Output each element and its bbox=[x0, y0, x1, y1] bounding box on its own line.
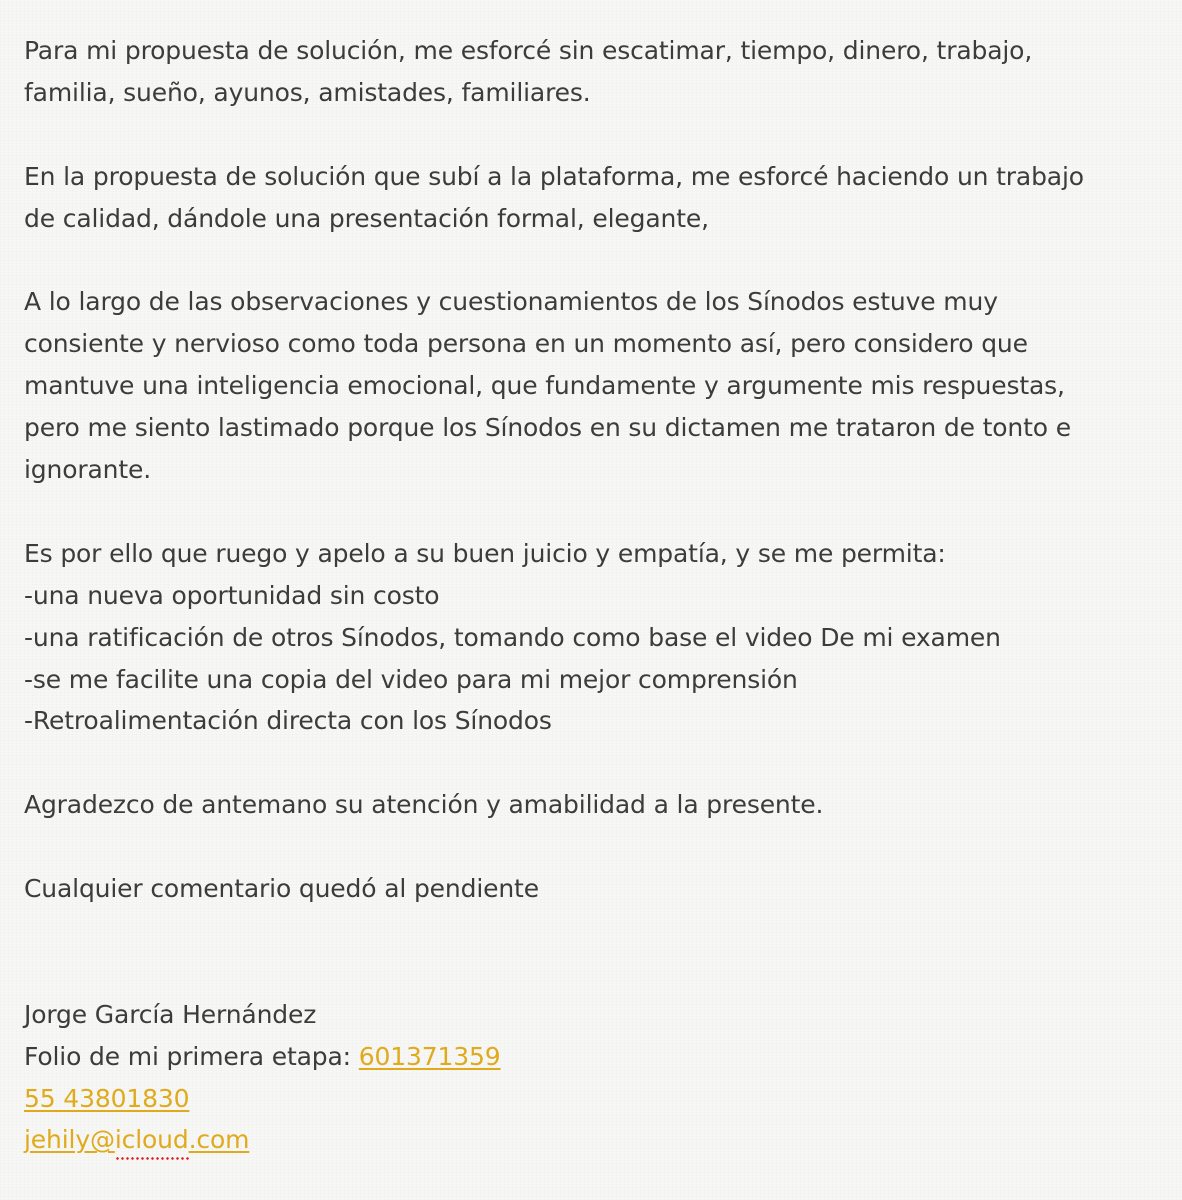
blank-line bbox=[24, 952, 1174, 994]
blank-line bbox=[24, 491, 1174, 533]
text-line: de calidad, dándole una presentación formal, elegante, bbox=[24, 203, 709, 233]
text-line: consiente y nervioso como toda persona en un momento así, pero considero que bbox=[24, 329, 1028, 359]
text-line: pero me siento lastimado porque los Sínodos en su dictamen me trataron de tonto e bbox=[24, 413, 1071, 443]
email-domain-misspelled: icloud bbox=[115, 1119, 189, 1161]
email-line bbox=[24, 1119, 1174, 1161]
request-intro: Es por ello que ruego y apelo a su buen juicio y empatía, y se me permita: bbox=[24, 538, 946, 568]
text-line: Agradezco de antemano su atención y amabilidad a la presente. bbox=[24, 790, 824, 820]
blank-line bbox=[24, 826, 1174, 868]
paragraph-requests bbox=[24, 533, 1174, 743]
email-tld: .com bbox=[188, 1125, 250, 1155]
paragraph-closing bbox=[24, 868, 1174, 910]
email-link[interactable] bbox=[24, 1125, 249, 1154]
phone-link[interactable]: 55 43801830 bbox=[24, 1083, 190, 1113]
folio-number-link[interactable]: 601371359 bbox=[358, 1041, 501, 1071]
text-line: mantuve una inteligencia emocional, que fundamente y argumente mis respuestas, bbox=[24, 371, 1065, 401]
phone-line bbox=[24, 1078, 1174, 1120]
signature-block bbox=[24, 994, 1174, 1162]
text-line: Para mi propuesta de solución, me esforcé sin escatimar, tiempo, dinero, trabajo, bbox=[24, 36, 1033, 65]
text-line: ignorante. bbox=[24, 455, 152, 485]
email-user: jehily@ bbox=[24, 1125, 115, 1155]
note-body[interactable] bbox=[24, 30, 1174, 1161]
text-line: Cualquier comentario quedó al pendiente bbox=[24, 874, 539, 904]
blank-line bbox=[24, 742, 1174, 784]
folio-line bbox=[24, 1036, 1174, 1078]
request-item: -Retroalimentación directa con los Sínodos bbox=[24, 706, 552, 736]
request-item: -una ratificación de otros Sínodos, tomando como base el video De mi examen bbox=[24, 622, 1001, 652]
request-item: -una nueva oportunidad sin costo bbox=[24, 580, 440, 610]
paragraph-proposal bbox=[24, 156, 1174, 240]
signature-name: Jorge García Hernández bbox=[24, 999, 317, 1029]
blank-line bbox=[24, 910, 1174, 952]
request-item: -se me facilite una copia del video para mi mejor comprensión bbox=[24, 664, 798, 694]
text-line: En la propuesta de solución que subí a la plataforma, me esforcé haciendo un trabajo bbox=[24, 161, 1084, 191]
paragraph-observations bbox=[24, 281, 1174, 491]
blank-line bbox=[24, 114, 1174, 156]
blank-line bbox=[24, 240, 1174, 282]
text-line: A lo largo de las observaciones y cuestionamientos de los Sínodos estuve muy bbox=[24, 287, 998, 317]
paragraph-thanks bbox=[24, 784, 1174, 826]
folio-label: Folio de mi primera etapa: bbox=[24, 1041, 359, 1071]
text-line: familia, sueño, ayunos, amistades, familiares. bbox=[24, 77, 591, 107]
paragraph-effort bbox=[24, 30, 1174, 114]
